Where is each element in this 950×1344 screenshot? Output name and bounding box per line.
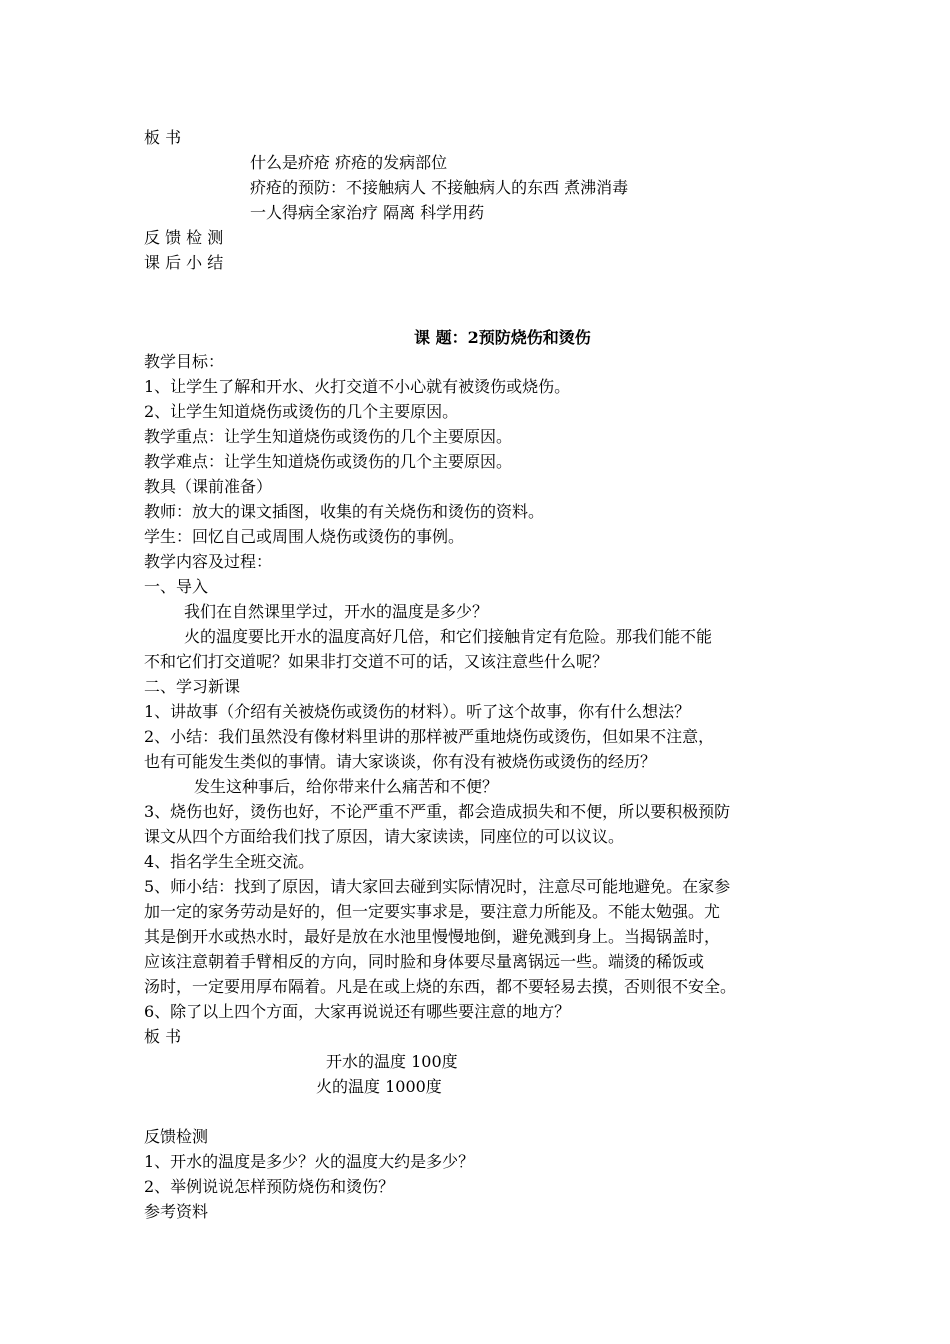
section-intro-heading: 一、导入 (144, 577, 209, 596)
intro-paragraph-1: 我们在自然课里学过，开水的温度是多少？ (184, 602, 489, 621)
intro-paragraph-2-line-2: 不和它们打交道呢？如果非打交道不可的话，又该注意些什么呢？ (144, 652, 609, 671)
step-2-line-3: 发生这种事后，给你带来什么痛苦和不便？ (194, 777, 499, 796)
summary-label: 课 后 小 结 (144, 253, 224, 272)
difficulty: 教学难点：让学生知道烧伤或烫伤的几个主要原因。 (144, 452, 513, 471)
step-2-line-1: 2、小结：我们虽然没有像材料里讲的那样被严重地烧伤或烫伤，但如果不注意， (144, 727, 715, 746)
step-3-line-1: 3、烧伤也好，烫伤也好，不论严重不严重，都会造成损失和不便，所以要积极预防 (144, 802, 731, 821)
board-line-2: 疥疮的预防：不接触病人 不接触病人的东西 煮沸消毒 (250, 178, 629, 197)
feedback-item-1: 1、开水的温度是多少？火的温度大约是多少？ (144, 1152, 475, 1171)
board-line-3: 一人得病全家治疗 隔离 科学用药 (250, 203, 485, 222)
section-new-lesson-heading: 二、学习新课 (144, 677, 241, 696)
step-6: 6、除了以上四个方面，大家再说说还有哪些要注意的地方？ (144, 1002, 571, 1021)
teacher-prep: 教师：放大的课文插图，收集的有关烧伤和烫伤的资料。 (144, 502, 545, 521)
step-3-line-2: 课文从四个方面给我们找了原因，请大家读读，同座位的可以议议。 (144, 827, 625, 846)
lesson-board-line-2: 火的温度 1000度 (316, 1077, 442, 1096)
key-point: 教学重点：让学生知道烧伤或烫伤的几个主要原因。 (144, 427, 513, 446)
materials-heading: 教具（课前准备） (144, 477, 273, 496)
feedback-item-2: 2、举例说说怎样预防烧伤和烫伤？ (144, 1177, 395, 1196)
objective-2: 2、让学生知道烧伤或烫伤的几个主要原因。 (144, 402, 459, 421)
step-5-line-5: 汤时，一定要用厚布隔着。凡是在或上烧的东西，都不要轻易去摸，否则很不安全。 (144, 977, 737, 996)
step-5-line-1: 5、师小结：找到了原因，请大家回去碰到实际情况时，注意尽可能地避免。在家参 (144, 877, 731, 896)
objectives-heading: 教学目标： (144, 352, 225, 371)
step-5-line-2: 加一定的家务劳动是好的，但一定要实事求是，要注意力所能及。不能太勉强。尤 (144, 902, 721, 921)
reference-label: 参考资料 (144, 1202, 209, 1221)
step-4: 4、指名学生全班交流。 (144, 852, 315, 871)
feedback-label: 反 馈 检 测 (144, 228, 224, 247)
objective-1: 1、让学生了解和开水、火打交道不小心就有被烫伤或烧伤。 (144, 377, 571, 396)
student-prep: 学生：回忆自己或周围人烧伤或烫伤的事例。 (144, 527, 465, 546)
lesson-board-line-1: 开水的温度 100度 (326, 1052, 458, 1071)
process-heading: 教学内容及过程： (144, 552, 273, 571)
board-line-1: 什么是疥疮 疥疮的发病部位 (250, 153, 448, 172)
board-label: 板 书 (144, 128, 182, 147)
step-2-line-2: 也有可能发生类似的事情。请大家谈谈，你有没有被烧伤或烫伤的经历？ (144, 752, 657, 771)
intro-paragraph-2-line-1: 火的温度要比开水的温度高好几倍，和它们接触肯定有危险。那我们能不能 (184, 627, 713, 646)
lesson-board-label: 板 书 (144, 1027, 182, 1046)
step-5-line-4: 应该注意朝着手臂相反的方向，同时脸和身体要尽量离锅远一些。端烫的稀饭或 (144, 952, 705, 971)
step-5-line-3: 其是倒开水或热水时，最好是放在水池里慢慢地倒，避免溅到身上。当揭锅盖时， (144, 927, 721, 946)
lesson-title: 课 题：2预防烧伤和烫伤 (414, 328, 591, 347)
step-1: 1、讲故事（介绍有关被烧伤或烫伤的材料）。听了这个故事，你有什么想法？ (144, 702, 691, 721)
lesson-feedback-label: 反馈检测 (144, 1127, 209, 1146)
